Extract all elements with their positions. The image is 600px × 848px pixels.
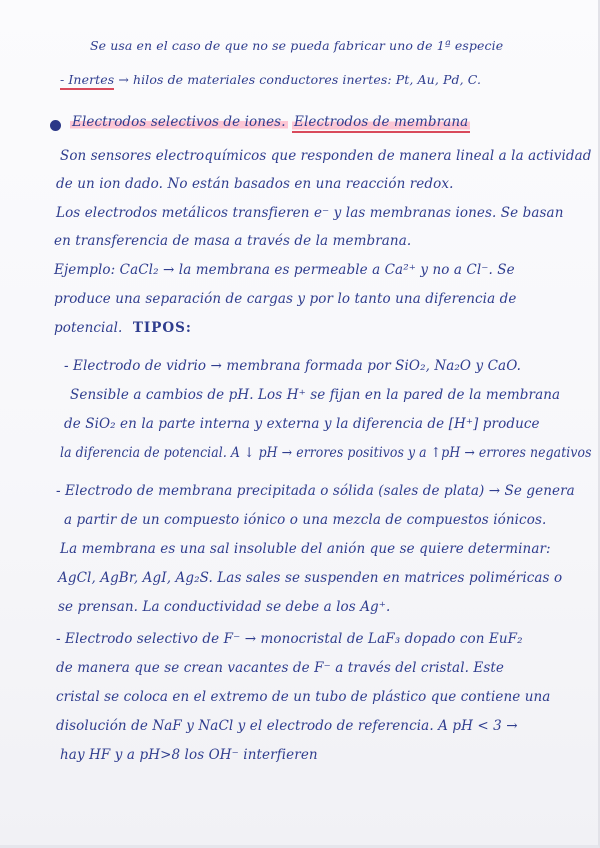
line-20: - Electrodo selectivo de F⁻ → monocristal de LaF₃ dopado con EuF₂ <box>56 631 523 647</box>
line-7: en transferencia de masa a través de la membrana. <box>54 233 412 249</box>
inertes-description: → hilos de materiales conductores inertes: Pt, Au, Pd, C. <box>118 72 482 87</box>
line-5: de un ion dado. No están basados en una reacción redox. <box>56 176 454 192</box>
potencial-word: potencial. <box>54 320 123 336</box>
heading-membrana: Electrodos de membrana <box>292 114 470 133</box>
line-14: la diferencia de potencial. A ↓ pH → errores positivos y a ↑pH → errores negativos <box>60 445 592 461</box>
line-19: se prensan. La conductividad se debe a los Ag⁺. <box>58 599 391 615</box>
line-12: Sensible a cambios de pH. Los H⁺ se fijan en la pared de la membrana <box>70 387 561 403</box>
line-17: La membrana es una sal insoluble del anión que se quiere determinar: <box>60 541 551 557</box>
line-8: Ejemplo: CaCl₂ → la membrana es permeable a Ca²⁺ y no a Cl⁻. Se <box>54 262 515 278</box>
line-13: de SiO₂ en la parte interna y externa y la diferencia de [H⁺] produce <box>64 416 540 432</box>
line-22: cristal se coloca en el extremo de un tubo de plástico que contiene una <box>56 689 551 705</box>
line-16: a partir de un compuesto iónico o una mezcla de compuestos iónicos. <box>64 512 547 528</box>
inertes-term: - Inertes <box>60 72 114 90</box>
line-6: Los electrodos metálicos transfieren e⁻ y las membranas iones. Se basan <box>56 205 564 221</box>
line-24: hay HF y a pH>8 los OH⁻ interfieren <box>60 747 318 763</box>
line-18: AgCl, AgBr, AgI, Ag₂S. Las sales se suspenden en matrices poliméricas o <box>58 570 563 586</box>
line-4: Son sensores electroquímicos que responden de manera lineal a la actividad <box>60 148 592 164</box>
heading-ise: Electrodos selectivos de iones. <box>72 114 286 130</box>
line-15: - Electrodo de membrana precipitada o sólida (sales de plata) → Se genera <box>56 483 575 499</box>
section-heading <box>70 112 470 132</box>
line-9: produce una separación de cargas y por lo tanto una diferencia de <box>54 291 517 307</box>
bullet-icon <box>50 120 61 131</box>
line-10 <box>54 318 192 338</box>
line-11: - Electrodo de vidrio → membrana formada por SiO₂, Na₂O y CaO. <box>64 358 521 374</box>
line-21: de manera que se crean vacantes de F⁻ a través del cristal. Este <box>56 660 505 676</box>
line-1: Se usa en el caso de que no se pueda fabricar uno de 1ª especie <box>90 38 504 53</box>
tipos-heading: TIPOS: <box>132 320 192 336</box>
line-2 <box>60 70 481 90</box>
line-23: disolución de NaF y NaCl y el electrodo de referencia. A pH < 3 → <box>56 718 518 734</box>
